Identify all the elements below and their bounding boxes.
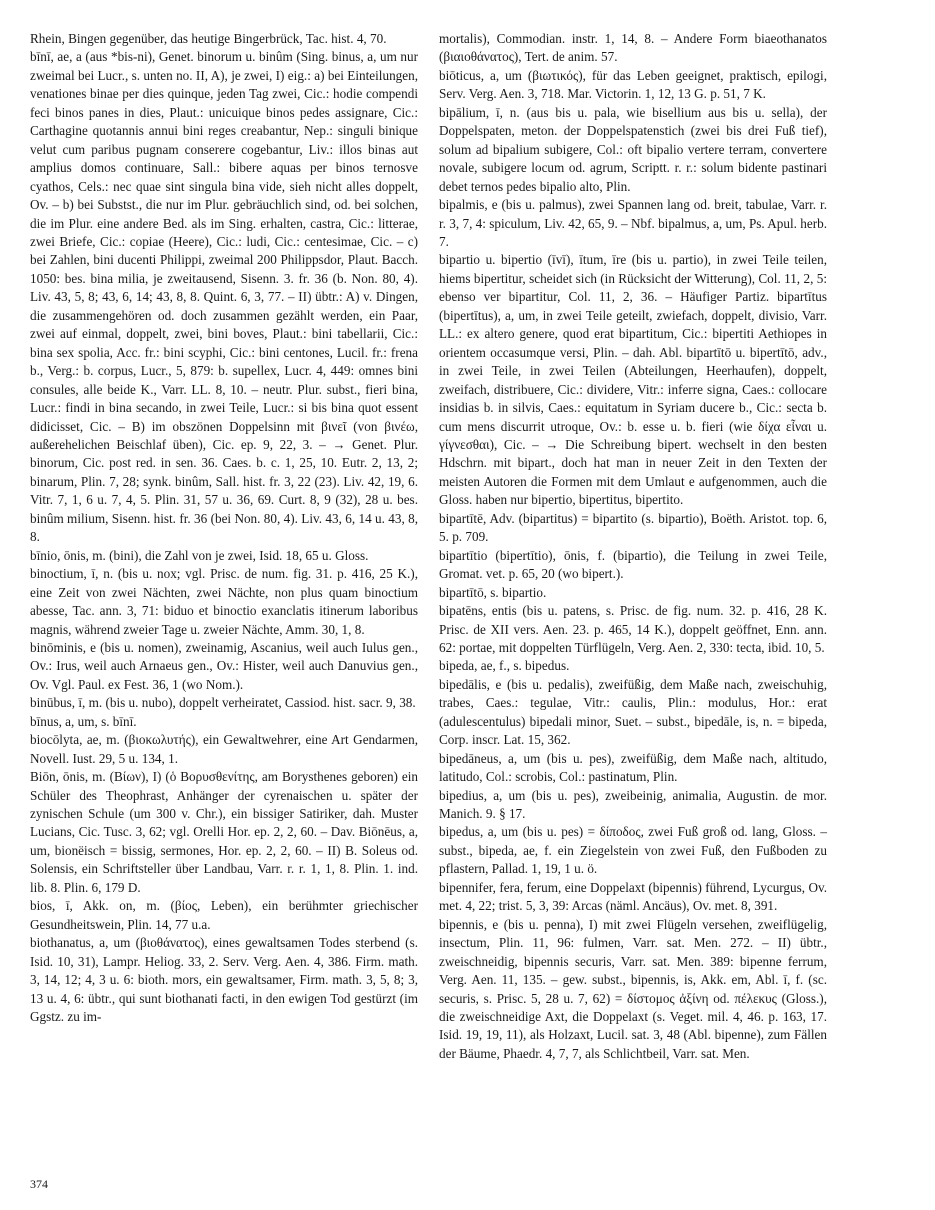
- page-number: 374: [30, 1177, 48, 1191]
- dictionary-entry: bios, ī, Akk. on, m. (βίος, Leben), ein berühmter griechischer Gesundheitswein, Plin. 14, 77 u.a.: [30, 898, 418, 932]
- dictionary-entry: biōticus, a, um (βιωτικός), für das Leben geeignet, praktisch, epilogi, Serv. Verg. Aen. 3, 718. Mar. Victorin. 1, 12, 13 G. p. 51, 7 K.: [439, 67, 827, 102]
- dictionary-entry: bipartītio (bipertītio), ōnis, f. (bipartio), die Teilung in zwei Teile, Gromat. vet. p. 65, 20 (wo bipert.).: [439, 547, 827, 582]
- dictionary-entry: bipartītō, s. bipartio.: [439, 584, 547, 600]
- dictionary-entry: bipatēns, entis (bis u. patens, s. Prisc. de fig. num. 32. p. 416, 28 K. Prisc. de XII vers. Aen. 23. p. 465, 14 K.), doppelt geöffnet, Enn. ann. 62: portae, mit doppelten Türflügeln, Verg. Aen. 2, 330: tecta, ibid. 10, 5.: [439, 603, 827, 655]
- dictionary-entry: mortalis), Commodian. instr. 1, 14, 8. – Andere Form biaeothanatos (βιαιοθάνατος), Tert. de anim. 57.: [439, 31, 827, 65]
- dictionary-entry: bīnio, ōnis, m. (bini), die Zahl von je zwei, Isid. 18, 65 u. Gloss.: [30, 547, 369, 563]
- dictionary-entry: bipartio u. bipertio (īvī), ītum, īre (bis u. partio), in zwei Teile teilen, hiems bipertitur, scheidet sich (in Rücksicht der Witterung), Col. 11, 2, 5: ebenso ver bipartitur, Col. 11, 2, 36. – Häufiger Partiz. bipartītus (bipertītus), a, um, in zwei Teile geteilt, zwiefach, doppelt, divisio, Varr. LL.: ex altero genere, quod erat bipartitum, Cic.: bipertiti Aethiopes in orientem occasumque versi, Plin. – dah. Abl. bipartītō u. bipertītō, adv., in zwei Teile, in zwei Teilen (Abteilungen, Heerhaufen), doppelt, zweifach, distribuere, Cic.: dividere, Vitr.: inferre signa, Caes.: collocare insidias b. in silvis, Caes.: equitatum in Syriam ducere b., Cic.: secta b. cum mens discurrit utroque, Ov.: b. esse u. b. fieri (wie δίχα εἶναι u. γίγνεσθαι), Cic. – → Die Schreibung bipert. wechselt in den besten Hdschrn. mit bipart., doch hat man in neuer Zeit in den Texten der meisten Autoren die Formen mit dem Umlaut e aufgenommen, auch die Gloss. haben nur bipertio, bipertitus, bipertito.: [439, 252, 827, 508]
- left-column: [30, 30, 418, 1026]
- dictionary-entry: bipedālis, e (bis u. pedalis), zweifüßig, dem Maße nach, zweischuhig, trabes, Caes.: tegulae, Vitr.: caulis, Plin.: modulus, Hor.: erat (adulescentulus) bipedali minor, Suet. – subst., bipedāle, is, n. = bipeda, Corp. inscr. Lat. 15, 362.: [439, 676, 827, 748]
- dictionary-entry: bipedus, a, um (bis u. pes) = δίποδος, zwei Fuß groß od. lang, Gloss. – subst., bipeda, ae, f. ein Ziegelstein von zwei Fuß, den Fußboden zu pflastern, Pallad. 1, 19, 1 u. ö.: [439, 824, 827, 877]
- dictionary-entry: binoctium, ī, n. (bis u. nox; vgl. Prisc. de num. fig. 31. p. 416, 25 K.), eine Zeit von zwei Nächten, zwei Nächte, non plus quam binoctium abesse, Tac. ann. 3, 71: biduo et binoctio exanclatis itinerum laboribus magnis, während zweier Tage u. zweier Nächte, Amm. 30, 1, 8.: [30, 566, 418, 637]
- dictionary-entry: bipartītē, Adv. (bipartitus) = bipartito (s. bipartio), Boëth. Aristot. top. 6, 5. p. 709.: [439, 510, 827, 545]
- dictionary-entry: bīnī, ae, a (aus *bis-ni), Genet. binorum u. binûm (Sing. binus, a, um nur zweimal bei Lucr., s. unten no. II, A), je zwei, I) eig.: a) bei Einteilungen, venationes binae per dies quinque, jeden Tag zwei, Cic.: hodie compendi feci binos panes in dies, Plaut.: unicuique binos pedes assignare, Cic.: Carthagine quotannis annui bini reges creabantur, Nep.: singuli binique velut cum paribus pugnam conserere cogebantur, Liv.: illos binas aut amplius domos continuare, Sall.: bibere aquas per binos ternosve cyathos, Cels.: nec quae sint singula bina vide, sieh nicht alles doppelt, Ov. – b) bei Substst., die nur im Plur. gebräuchlich sind, od. bei solchen, die im Plur. eine andere Bed. als im Sing. erhalten, castra, Cic.: litterae, zwei Briefe, Cic.: copiae (Heere), Cic.: ludi, Cic.: centesimae, Cic. – c) bei Zahlen, bini ducenti Philippi, zweimal 200 Philippsdor, Plaut. Bacch. 1050: bes. bina milia, je zweitausend, Sisenn. 3. fr. 36 (b. Non. 80, 4). Liv. 43, 5, 8; 43, 6, 14; 43, 8, 8. Quint. 6, 3, 77. – II) übtr.: A) v. Dingen, die zusammengehören od. doch zusammen gezählt werden, ein Paar, zwei auf einmal, doppelt, zwei, bini boves, Plaut.: bini tabellarii, Cic.: bina sex spolia, Acc. fr.: bini scyphi, Cic.: bini centones, Lucil. fr.: frena b., Verg.: b. corpus, Lucr., 5, 879: b. supellex, Lucr. 4, 449: omnes bini consules, alle beide K., Varr. LL. 8, 10. – neutr. Plur. subst., fieri bina, Lucr.: findi in bina secando, in zwei Teile, Lucr.: si bis bina quot essent didicisset, Cic. – B) im obszönen Doppelsinn mit βινεῖ (von βινέω, außerehelichen Beischlaf üben), Cic. ep. 9, 22, 3. – → Genet. Plur. binorum, Cic. post red. in sen. 36. Caes. b. c. 1, 25, 10. Eutr. 2, 13, 2; binarum, Plin. 7, 28; synk. binûm, Sall. hist. fr. 3, 22 (23). Liv. 42, 19, 6. Vitr. 7, 1, 6 u. 7, 4, 5. Plin. 31, 57 u. 36, 69. Curt. 8, 9 (32), 28 u. bes. binûm milium, Sisenn. hist. fr. 36 (bei Non. 80, 4). Liv. 43, 6, 14 u. 43, 8, 8.: [30, 49, 418, 545]
- dictionary-entry: binōminis, e (bis u. nomen), zweinamig, Ascanius, weil auch Iulus gen., Ov.: Irus, weil auch Arnaeus gen., Ov.: Hister, weil auch Danuvius gen., Ov. Vgl. Paul. ex Fest. 36, 1 (wo Nom.).: [30, 639, 418, 692]
- dictionary-entry: biocōlyta, ae, m. (βιοκωλυτής), ein Gewaltwehrer, eine Art Gendarmen, Novell. Iust. 29, 5 u. 134, 1.: [30, 732, 418, 766]
- dictionary-entry: binūbus, ī, m. (bis u. nubo), doppelt verheiratet, Cassiod. hist. sacr. 9, 38.: [30, 695, 416, 711]
- dictionary-entry: Biōn, ōnis, m. (Βίων), I) (ὁ Βορυσθενίτης, am Borysthenes geboren) ein Schüler des Theophrast, Anhänger der cyrenaischen u. später der zynischen Schule (um 300 v. Chr.), ein bissiger Satiriker, dah. Muster Lucians, Cic. Tusc. 3, 62; vgl. Orelli Hor. ep. 2, 2, 60. – Dav. Biōnēus, a, um, bionëisch = bissig, sermones, Hor. ep. 2, 2, 60. – II) B. Soleus od. Solensis, ein Schriftsteller über Landbau, Varr. r. r. 1, 1, 8. Plin. 1. ind. lib. 8. Plin. 6, 179 D.: [30, 769, 418, 895]
- dictionary-entry: bipedāneus, a, um (bis u. pes), zweifüßig, dem Maße nach, altitudo, latitudo, Col.: scrobis, Col.: pastinatum, Plin.: [439, 750, 827, 785]
- dictionary-entry: bipedius, a, um (bis u. pes), zweibeinig, animalia, Augustin. de mor. Manich. 9. § 17.: [439, 787, 827, 822]
- dictionary-entry: biothanatus, a, um (βιοθάνατος), eines gewaltsamen Todes sterbend (s. Isid. 10, 31), Lampr. Heliog. 33, 2. Serv. Verg. Aen. 4, 386. Firm. math. 3, 14, 12; 4, 3 u. 6: bioth. mors, ein gewaltsamer, Firm. math. 3, 5, 8; 3, 13 u. 4, 6: übtr., qui sunt biothanati facti, in den ewigen Tod gestürzt (im Ggstz. zu im-: [30, 935, 418, 1025]
- right-column: [439, 30, 827, 1063]
- dictionary-entry: bipennis, e (bis u. penna), I) mit zwei Flügeln versehen, zweiflügelig, insectum, Plin. 11, 96: fulmen, Varr. sat. Men. 272. – II) übtr., zweischneidig, bipennis securis, Varr. sat. Men. 389: bipenne ferrum, Verg. Aen. 11, 135. – gew. subst., bipennis, is, Akk. em, Abl. ī, f. (sc. securis, s. Prisc. 5, 28 u. 7, 62) = δίστομος ἀξίνη od. πέλεκυς (Gloss.), die zweischneidige Axt, die Doppelaxt (s. Veget. mil. 4, 46. p. 163, 17. Isid. 19, 19, 11), als Holzaxt, Lucil. sat. 3, 48 (Abl. bipenne), zum Fällen der Bäume, Phaedr. 4, 7, 7, als Schlichtbeil, Varr. sat. Men.: [439, 916, 827, 1061]
- dictionary-entry: bipalmis, e (bis u. palmus), zwei Spannen lang od. breit, tabulae, Varr. r. r. 3, 7, 4: spiculum, Liv. 42, 65, 9. – Nbf. bipalmus, a, um, Ps. Apul. herb. 7.: [439, 197, 827, 249]
- dictionary-entry: bipeda, ae, f., s. bipedus.: [439, 658, 570, 674]
- dictionary-entry: bipennifer, fera, ferum, eine Doppelaxt (bipennis) führend, Lycurgus, Ov. met. 4, 22; trist. 5, 3, 39: Arcas (näml. Ancäus), Ov. met. 8, 391.: [439, 879, 827, 914]
- dictionary-entry: Rhein, Bingen gegenüber, das heutige Bingerbrück, Tac. hist. 4, 70.: [30, 31, 387, 46]
- dictionary-entry: bīnus, a, um, s. bīnī.: [30, 713, 137, 729]
- dictionary-entry: bipālium, ī, n. (aus bis u. pala, wie bisellium aus bis u. sella), der Doppelspaten, meton. der Doppelspatenstich (zwei bis drei Fuß tief), solum ad bipalium subigere, Col.: oft bipalio vertere terram, convertere novale, subigere locum od. agrum, Scriptt. r. r.: solum bidente pastinari debet ternos pedes bipalio alto, Plin.: [439, 104, 827, 194]
